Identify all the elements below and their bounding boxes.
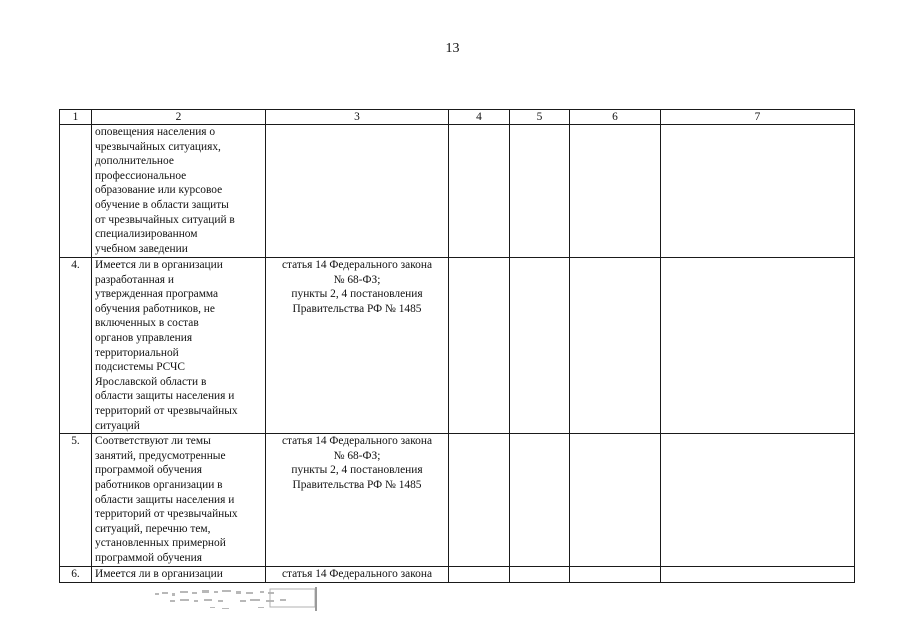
- column-header: 6: [570, 110, 661, 125]
- reference-line: № 68-ФЗ;: [333, 273, 381, 286]
- question-line: обучения работников, не: [95, 302, 215, 315]
- question-line: области защиты населения и: [95, 390, 235, 403]
- question-cell: [92, 434, 266, 567]
- empty-cell: [449, 125, 510, 258]
- table-header-row: [60, 110, 855, 125]
- question-line: дополнительное: [95, 155, 174, 168]
- question-line: программой обучения: [95, 464, 202, 477]
- empty-cell: [449, 258, 510, 434]
- empty-cell: [449, 567, 510, 583]
- empty-cell: [449, 434, 510, 567]
- question-cell: [92, 125, 266, 258]
- question-line: включенных в состав: [95, 317, 199, 330]
- table-row: [60, 434, 855, 567]
- table-row: [60, 567, 855, 583]
- empty-cell: [510, 434, 570, 567]
- reference-cell: [266, 258, 449, 434]
- question-line: учебном заведении: [95, 242, 188, 255]
- empty-cell: [510, 567, 570, 583]
- question-line: ситуаций, перечню тем,: [95, 522, 211, 535]
- question-cell: [92, 258, 266, 434]
- question-line: утвержденная программа: [95, 288, 219, 301]
- column-header: 1: [60, 110, 92, 125]
- question-line: от чрезвычайных ситуаций в: [95, 213, 235, 226]
- empty-cell: [661, 258, 855, 434]
- question-line: Имеется ли в организации: [95, 259, 223, 271]
- empty-cell: [570, 125, 661, 258]
- empty-cell: [661, 125, 855, 258]
- column-header: 4: [449, 110, 510, 125]
- question-line: Ярославской области в: [95, 375, 207, 388]
- question-line: работников организации в: [95, 478, 223, 491]
- reference-cell: [266, 434, 449, 567]
- reference-line: статья 14 Федерального закона: [282, 259, 432, 271]
- row-number: 5.: [60, 434, 92, 567]
- reference-line: № 68-ФЗ;: [333, 449, 381, 462]
- column-header: 2: [92, 110, 266, 125]
- reference-line: Правительства РФ № 1485: [292, 478, 422, 491]
- reference-line: статья 14 Федерального закона: [282, 435, 432, 448]
- column-header: 5: [510, 110, 570, 125]
- empty-cell: [570, 434, 661, 567]
- question-line: занятий, предусмотренные: [95, 449, 226, 462]
- table-row: [60, 125, 855, 258]
- stamp-smudge-icon: [150, 587, 325, 617]
- empty-cell: [510, 125, 570, 258]
- table-row: [60, 258, 855, 434]
- row-number: [60, 125, 92, 258]
- question-line: подсистемы РСЧС: [95, 361, 185, 374]
- question-cell: [92, 567, 266, 583]
- empty-cell: [661, 567, 855, 583]
- page-number: 13: [445, 41, 460, 56]
- reference-line: статья 14 Федерального закона: [282, 568, 432, 581]
- question-line: органов управления: [95, 331, 193, 344]
- faded-stamp: [150, 587, 325, 617]
- question-line: территориальной: [95, 346, 179, 359]
- empty-cell: [510, 258, 570, 434]
- question-line: оповещения населения о: [95, 126, 216, 138]
- column-header: 7: [661, 110, 855, 125]
- empty-cell: [570, 258, 661, 434]
- reference-line: пункты 2, 4 постановления: [291, 464, 423, 477]
- question-line: профессиональное: [95, 169, 187, 182]
- question-line: области защиты населения и: [95, 493, 235, 506]
- question-line: обучение в области защиты: [95, 198, 229, 211]
- reference-line: Правительства РФ № 1485: [292, 302, 422, 315]
- question-line: установленных примерной: [95, 537, 226, 550]
- question-line: разработанная и: [95, 273, 174, 286]
- question-line: ситуаций: [95, 419, 140, 432]
- reference-line: пункты 2, 4 постановления: [291, 288, 423, 301]
- row-number: 6.: [60, 567, 92, 583]
- reference-cell: [266, 567, 449, 583]
- question-line: территорий от чрезвычайных: [95, 404, 238, 417]
- question-line: Соответствуют ли темы: [95, 435, 211, 448]
- checklist-table: [59, 109, 855, 583]
- reference-cell: [266, 125, 449, 258]
- empty-cell: [661, 434, 855, 567]
- empty-cell: [570, 567, 661, 583]
- column-header: 3: [266, 110, 449, 125]
- question-line: программой обучения: [95, 551, 202, 564]
- question-line: специализированном: [95, 228, 198, 241]
- row-number: 4.: [60, 258, 92, 434]
- question-line: образование или курсовое: [95, 184, 223, 197]
- question-line: территорий от чрезвычайных: [95, 508, 238, 521]
- question-line: Имеется ли в организации: [95, 568, 223, 581]
- question-line: чрезвычайных ситуациях,: [95, 140, 221, 153]
